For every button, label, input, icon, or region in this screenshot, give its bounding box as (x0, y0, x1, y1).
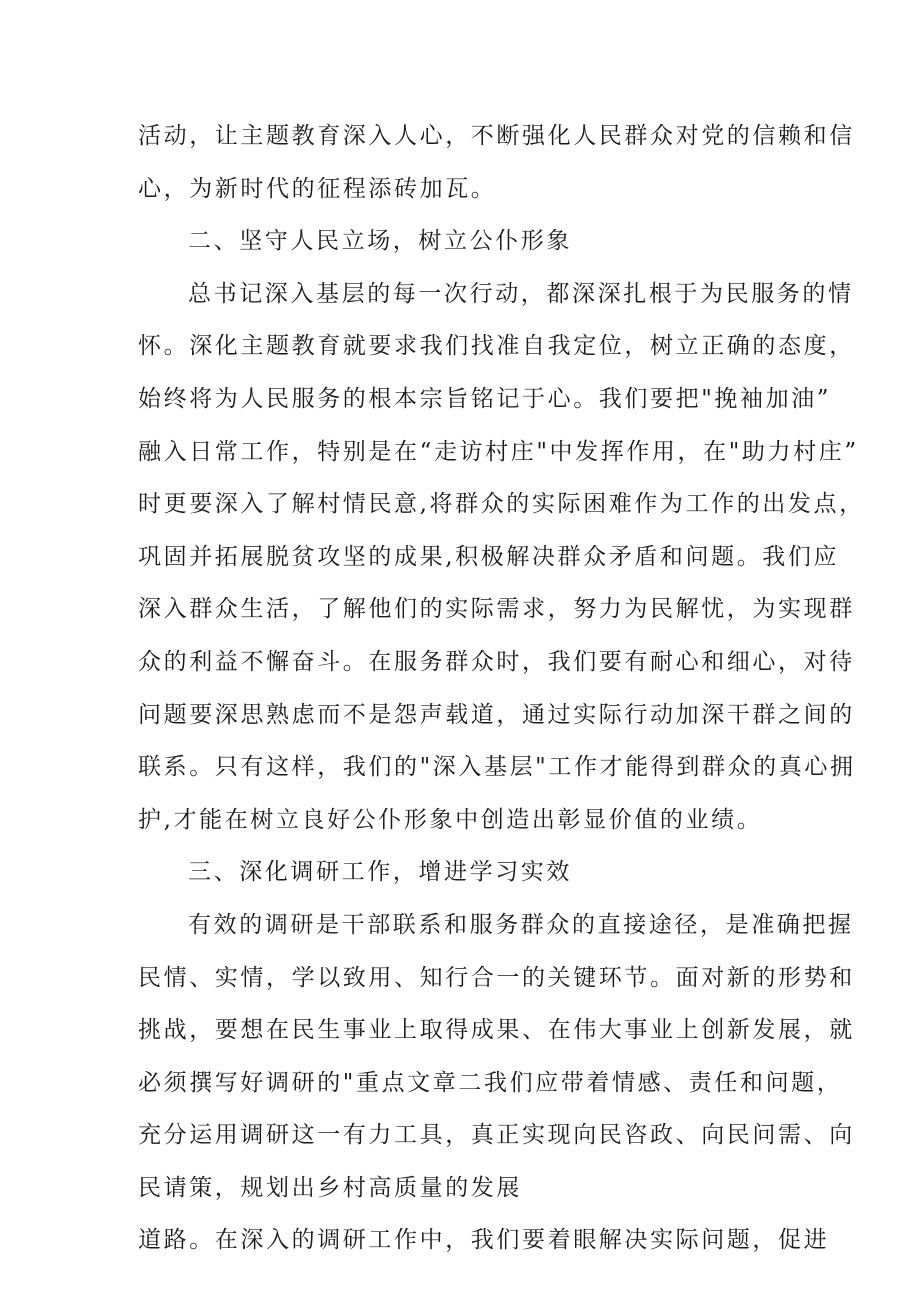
text-line-8: 时更要深入了解村情民意,将群众的实际困难作为工作的出发点， (138, 491, 865, 518)
text-line-12: 问题要深思熟虑而不是怨声载道，通过实际行动加深干群之间的 (138, 701, 855, 728)
text-line-14: 护,才能在树立良好公仆形象中创造出彰显价值的业绩。 (138, 806, 763, 833)
section-heading-2: 二、坚守人民立场，树立公仆形象 (188, 228, 572, 255)
text-line-18: 挑战，要想在民生事业上取得成果、在伟大事业上创新发展，就 (138, 1017, 855, 1044)
text-line-4: 总书记深入基层的每一次行动，都深深扎根于为民服务的情 (188, 280, 854, 307)
text-line-2: 心，为新时代的征程添砖加瓦。 (138, 175, 497, 202)
text-line-20: 充分运用调研这一有力工具，真正实现向民咨政、向民问需、向 (138, 1122, 855, 1149)
text-line-16: 有效的调研是干部联系和服务群众的直接途径，是准确把握 (188, 911, 854, 938)
text-line-5: 怀。深化主题教育就要求我们找准自我定位，树立正确的态度， (138, 333, 855, 360)
text-line-10: 深入群众生活，了解他们的实际需求，努力为民解忧，为实现群 (138, 596, 855, 623)
text-line-22: 道路。在深入的调研工作中，我们要着眼解决实际问题，促进 (138, 1227, 830, 1254)
section-heading-3: 三、深化调研工作，增进学习实效 (188, 859, 572, 886)
text-line-17: 民情、实情，学以致用、知行合一的关键环节。面对新的形势和 (138, 964, 855, 991)
text-line-7: 融入日常工作，特别是在“走访村庄"中发挥作用，在"助力村庄” (138, 438, 859, 465)
text-line-13: 联系。只有这样，我们的"深入基层"工作才能得到群众的真心拥 (138, 754, 856, 781)
text-line-9: 巩固并拓展脱贫攻坚的成果,积极解决群众矛盾和问题。我们应 (138, 543, 840, 570)
text-line-11: 众的利益不懈奋斗。在服务群众时，我们要有耐心和细心，对待 (138, 648, 855, 675)
document-page (138, 110, 865, 1267)
text-line-1: 活动，让主题教育深入人心，不断强化人民群众对党的信赖和信 (138, 123, 855, 149)
text-line-19: 必须撰写好调研的"重点文章二我们应带着情感、责任和问题， (138, 1069, 843, 1096)
text-line-21: 民请策，规划出乡村高质量的发展 (138, 1174, 522, 1201)
text-line-6: 始终将为人民服务的根本宗旨铭记于心。我们要把"挽袖加油” (138, 385, 832, 412)
